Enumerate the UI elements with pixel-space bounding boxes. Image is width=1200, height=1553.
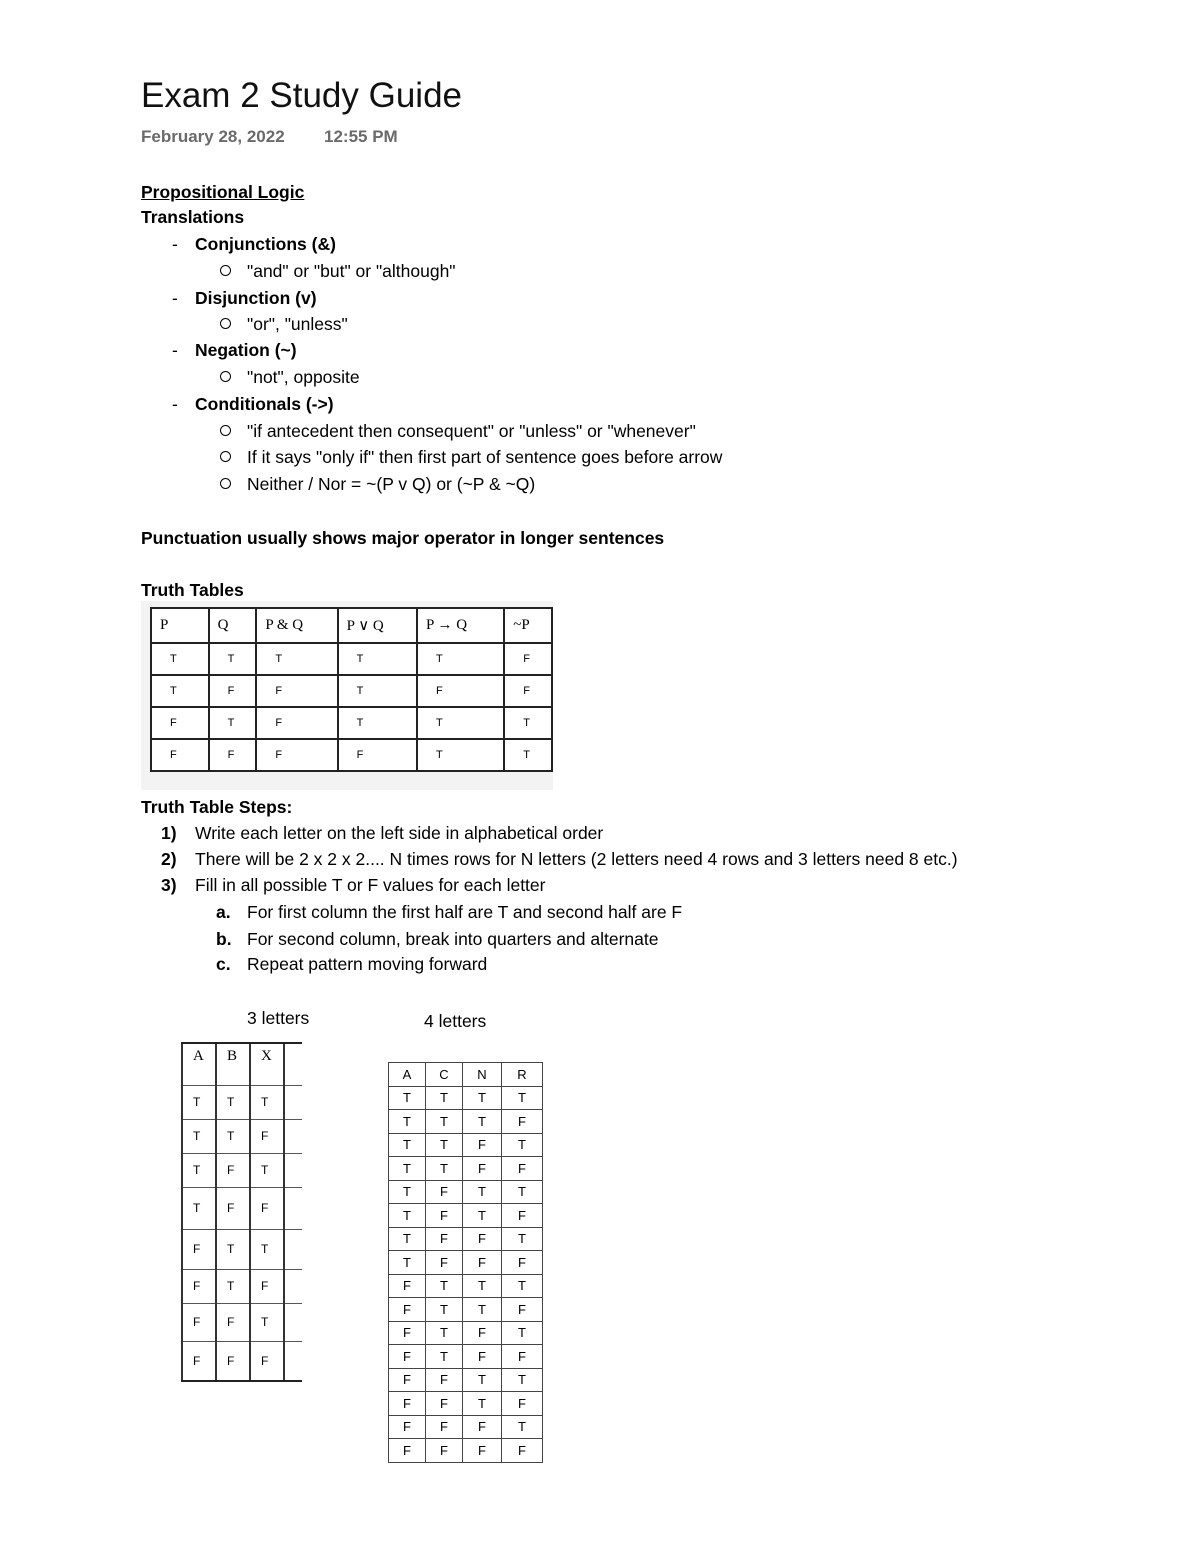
table-row bbox=[182, 1153, 302, 1187]
table-cell: T bbox=[256, 643, 337, 675]
table-header-cell: P & Q bbox=[256, 608, 337, 643]
step-1: Write each letter on the left side in alphabetical order bbox=[195, 823, 604, 843]
substep-a: For first column the first half are T and second half are F bbox=[247, 902, 683, 922]
table-header-cell: A bbox=[182, 1043, 216, 1085]
table-cell: F bbox=[151, 739, 209, 771]
step-number: 2) bbox=[161, 849, 177, 869]
table-cell: T bbox=[502, 1227, 543, 1251]
table-cell: T bbox=[338, 707, 417, 739]
subheading-truth-tables: Truth Tables bbox=[141, 580, 244, 600]
table-cell: T bbox=[182, 1119, 216, 1153]
table-cell: T bbox=[504, 739, 552, 771]
table-cell: F bbox=[504, 643, 552, 675]
label-4-letters: 4 letters bbox=[424, 1011, 487, 1031]
table-cell: F bbox=[182, 1303, 216, 1341]
dash-bullet: - bbox=[172, 234, 178, 254]
table-cell: F bbox=[151, 707, 209, 739]
table-cell: F bbox=[463, 1157, 502, 1181]
table-cell: F bbox=[389, 1415, 426, 1439]
table-row bbox=[389, 1204, 543, 1228]
table-header-cell: B bbox=[216, 1043, 250, 1085]
substep-c: Repeat pattern moving forward bbox=[247, 954, 488, 974]
table-cell: T bbox=[426, 1086, 463, 1110]
table-cell: F bbox=[389, 1274, 426, 1298]
table-cell: F bbox=[250, 1119, 284, 1153]
table-cell-empty bbox=[284, 1269, 302, 1303]
table-cell: F bbox=[502, 1439, 543, 1463]
table-row bbox=[182, 1229, 302, 1269]
table-cell: F bbox=[502, 1204, 543, 1228]
table-cell: F bbox=[216, 1187, 250, 1229]
table-cell: F bbox=[426, 1392, 463, 1416]
table-cell: T bbox=[389, 1180, 426, 1204]
substep-label: b. bbox=[216, 929, 232, 949]
item-conditionals: Conditionals (->) bbox=[195, 394, 334, 414]
table-cell: T bbox=[463, 1368, 502, 1392]
table-cell: F bbox=[250, 1341, 284, 1381]
table-cell-empty bbox=[284, 1043, 302, 1085]
table-row bbox=[389, 1063, 543, 1087]
table-row bbox=[389, 1368, 543, 1392]
truth-table bbox=[150, 607, 553, 772]
table-cell: F bbox=[182, 1341, 216, 1381]
table-cell: F bbox=[502, 1251, 543, 1275]
item-cond-desc-3: Neither / Nor = ~(P v Q) or (~P & ~Q) bbox=[247, 474, 536, 494]
circle-bullet bbox=[220, 478, 231, 489]
table-row bbox=[389, 1086, 543, 1110]
table-cell: F bbox=[426, 1439, 463, 1463]
table-cell: T bbox=[182, 1153, 216, 1187]
table-row bbox=[151, 643, 552, 675]
table-cell: T bbox=[426, 1110, 463, 1134]
table-cell: F bbox=[463, 1439, 502, 1463]
punctuation-note: Punctuation usually shows major operator in longer sentences bbox=[141, 528, 665, 548]
label-3-letters: 3 letters bbox=[247, 1008, 310, 1028]
table-cell: F bbox=[256, 675, 337, 707]
table-cell: F bbox=[426, 1368, 463, 1392]
table-cell: F bbox=[426, 1227, 463, 1251]
table-header-cell: C bbox=[426, 1063, 463, 1087]
table-cell: F bbox=[504, 675, 552, 707]
table-cell: F bbox=[182, 1269, 216, 1303]
table-row bbox=[182, 1043, 302, 1085]
table-cell: T bbox=[250, 1153, 284, 1187]
table-row bbox=[389, 1345, 543, 1369]
page-date: February 28, 2022 bbox=[141, 127, 285, 146]
table-cell: F bbox=[338, 739, 417, 771]
table-cell: T bbox=[502, 1274, 543, 1298]
table-cell: F bbox=[502, 1298, 543, 1322]
table-cell: F bbox=[463, 1321, 502, 1345]
table-cell: T bbox=[216, 1269, 250, 1303]
table-cell: F bbox=[256, 707, 337, 739]
four-letter-table bbox=[388, 1062, 543, 1463]
circle-bullet bbox=[220, 265, 231, 276]
table-cell-empty bbox=[284, 1119, 302, 1153]
table-cell: T bbox=[504, 707, 552, 739]
table-cell: T bbox=[463, 1180, 502, 1204]
table-cell: F bbox=[256, 739, 337, 771]
table-cell: T bbox=[389, 1251, 426, 1275]
table-cell: F bbox=[389, 1392, 426, 1416]
table-row bbox=[182, 1269, 302, 1303]
circle-bullet bbox=[220, 318, 231, 329]
item-cond-desc-1: "if antecedent then consequent" or "unless" or "whenever" bbox=[247, 421, 696, 441]
table-cell-empty bbox=[284, 1153, 302, 1187]
table-cell: T bbox=[463, 1274, 502, 1298]
table-cell: T bbox=[463, 1204, 502, 1228]
table-cell: T bbox=[216, 1085, 250, 1119]
circle-bullet bbox=[220, 425, 231, 436]
table-row bbox=[182, 1187, 302, 1229]
table-cell: T bbox=[338, 675, 417, 707]
table-cell: F bbox=[463, 1133, 502, 1157]
table-cell: F bbox=[389, 1368, 426, 1392]
table-cell: F bbox=[502, 1110, 543, 1134]
table-cell: T bbox=[182, 1085, 216, 1119]
table-row bbox=[389, 1180, 543, 1204]
dash-bullet: - bbox=[172, 394, 178, 414]
table-cell: T bbox=[463, 1392, 502, 1416]
table-cell-empty bbox=[284, 1341, 302, 1381]
table-row bbox=[151, 739, 552, 771]
item-conjunctions: Conjunctions (&) bbox=[195, 234, 336, 254]
three-letter-table bbox=[181, 1042, 302, 1382]
item-disjunction: Disjunction (v) bbox=[195, 288, 317, 308]
table-cell: T bbox=[502, 1368, 543, 1392]
table-row bbox=[389, 1392, 543, 1416]
step-number: 1) bbox=[161, 823, 177, 843]
table-cell: F bbox=[426, 1180, 463, 1204]
table-cell: T bbox=[216, 1229, 250, 1269]
table-cell: F bbox=[250, 1269, 284, 1303]
table-cell: F bbox=[216, 1303, 250, 1341]
table-cell: T bbox=[463, 1086, 502, 1110]
step-3: Fill in all possible T or F values for each letter bbox=[195, 875, 546, 895]
table-row bbox=[151, 707, 552, 739]
item-neg-desc: "not", opposite bbox=[247, 367, 360, 387]
substep-label: a. bbox=[216, 902, 231, 922]
table-cell: T bbox=[426, 1157, 463, 1181]
table-header-cell: P ∨ Q bbox=[338, 608, 417, 643]
circle-bullet bbox=[220, 371, 231, 382]
table-cell: T bbox=[250, 1085, 284, 1119]
section-heading-propositional-logic: Propositional Logic bbox=[141, 182, 305, 202]
table-cell: T bbox=[463, 1110, 502, 1134]
table-row bbox=[389, 1415, 543, 1439]
table-header-cell: ~P bbox=[504, 608, 552, 643]
substep-label: c. bbox=[216, 954, 231, 974]
table-row bbox=[389, 1227, 543, 1251]
table-cell: F bbox=[463, 1345, 502, 1369]
table-cell: T bbox=[417, 643, 504, 675]
table-cell: T bbox=[426, 1133, 463, 1157]
table-row bbox=[389, 1110, 543, 1134]
table-cell-empty bbox=[284, 1085, 302, 1119]
table-cell: F bbox=[389, 1321, 426, 1345]
table-cell: T bbox=[250, 1229, 284, 1269]
table-cell-empty bbox=[284, 1229, 302, 1269]
table-cell: F bbox=[463, 1251, 502, 1275]
table-cell: F bbox=[209, 675, 257, 707]
table-row bbox=[151, 675, 552, 707]
item-conj-desc: "and" or "but" or "although" bbox=[247, 261, 456, 281]
table-cell: F bbox=[389, 1298, 426, 1322]
table-cell: T bbox=[426, 1345, 463, 1369]
truth-table-image bbox=[141, 601, 553, 790]
table-cell: T bbox=[426, 1274, 463, 1298]
table-header-cell: Q bbox=[209, 608, 257, 643]
table-header-cell: X bbox=[250, 1043, 284, 1085]
page-title: Exam 2 Study Guide bbox=[141, 76, 462, 115]
table-cell: F bbox=[426, 1415, 463, 1439]
table-cell-empty bbox=[284, 1187, 302, 1229]
table-cell: T bbox=[209, 643, 257, 675]
table-cell: F bbox=[502, 1157, 543, 1181]
table-cell: T bbox=[417, 739, 504, 771]
table-header-cell: N bbox=[463, 1063, 502, 1087]
table-cell: T bbox=[502, 1415, 543, 1439]
table-cell: F bbox=[426, 1204, 463, 1228]
table-cell: T bbox=[209, 707, 257, 739]
table-row bbox=[389, 1133, 543, 1157]
table-row bbox=[182, 1119, 302, 1153]
table-cell: T bbox=[338, 643, 417, 675]
substep-b: For second column, break into quarters and alternate bbox=[247, 929, 659, 949]
table-row bbox=[389, 1251, 543, 1275]
table-header-cell: A bbox=[389, 1063, 426, 1087]
table-cell: F bbox=[463, 1415, 502, 1439]
table-cell-empty bbox=[284, 1303, 302, 1341]
page-time: 12:55 PM bbox=[324, 127, 398, 146]
table-cell: F bbox=[182, 1229, 216, 1269]
table-cell: T bbox=[389, 1133, 426, 1157]
table-cell: T bbox=[463, 1298, 502, 1322]
table-row bbox=[389, 1321, 543, 1345]
table-cell: F bbox=[426, 1251, 463, 1275]
table-cell: F bbox=[417, 675, 504, 707]
table-cell: F bbox=[502, 1345, 543, 1369]
table-cell: T bbox=[389, 1110, 426, 1134]
table-cell: T bbox=[151, 643, 209, 675]
item-negation: Negation (~) bbox=[195, 340, 297, 360]
table-cell: F bbox=[463, 1227, 502, 1251]
item-disj-desc: "or", "unless" bbox=[247, 314, 348, 334]
table-cell: T bbox=[426, 1298, 463, 1322]
table-header-cell: P bbox=[151, 608, 209, 643]
table-cell: T bbox=[426, 1321, 463, 1345]
table-row bbox=[389, 1274, 543, 1298]
table-cell: F bbox=[216, 1341, 250, 1381]
table-cell: T bbox=[502, 1321, 543, 1345]
table-cell: T bbox=[250, 1303, 284, 1341]
table-cell: T bbox=[216, 1119, 250, 1153]
table-row bbox=[389, 1439, 543, 1463]
step-number: 3) bbox=[161, 875, 177, 895]
table-header-cell: P → Q bbox=[417, 608, 504, 643]
table-cell: T bbox=[389, 1157, 426, 1181]
table-cell: F bbox=[216, 1153, 250, 1187]
table-cell: T bbox=[502, 1086, 543, 1110]
dash-bullet: - bbox=[172, 288, 178, 308]
step-2: There will be 2 x 2 x 2.... N times rows for N letters (2 letters need 4 rows and 3 letters need 8 etc.) bbox=[195, 849, 958, 869]
item-cond-desc-2: If it says "only if" then first part of sentence goes before arrow bbox=[247, 447, 723, 467]
table-cell: T bbox=[182, 1187, 216, 1229]
dash-bullet: - bbox=[172, 340, 178, 360]
table-cell: T bbox=[502, 1180, 543, 1204]
table-cell: T bbox=[389, 1227, 426, 1251]
table-cell: T bbox=[417, 707, 504, 739]
table-cell: F bbox=[209, 739, 257, 771]
table-cell: T bbox=[502, 1133, 543, 1157]
table-row bbox=[389, 1157, 543, 1181]
table-cell: F bbox=[389, 1345, 426, 1369]
table-row bbox=[389, 1298, 543, 1322]
table-cell: F bbox=[250, 1187, 284, 1229]
table-cell: T bbox=[389, 1204, 426, 1228]
table-header-cell: R bbox=[502, 1063, 543, 1087]
table-cell: T bbox=[389, 1086, 426, 1110]
table-row bbox=[182, 1085, 302, 1119]
subheading-truth-table-steps: Truth Table Steps: bbox=[141, 797, 293, 817]
table-row bbox=[182, 1341, 302, 1381]
circle-bullet bbox=[220, 451, 231, 462]
table-cell: F bbox=[389, 1439, 426, 1463]
table-cell: F bbox=[502, 1392, 543, 1416]
subheading-translations: Translations bbox=[141, 207, 245, 227]
table-row bbox=[182, 1303, 302, 1341]
table-cell: T bbox=[151, 675, 209, 707]
